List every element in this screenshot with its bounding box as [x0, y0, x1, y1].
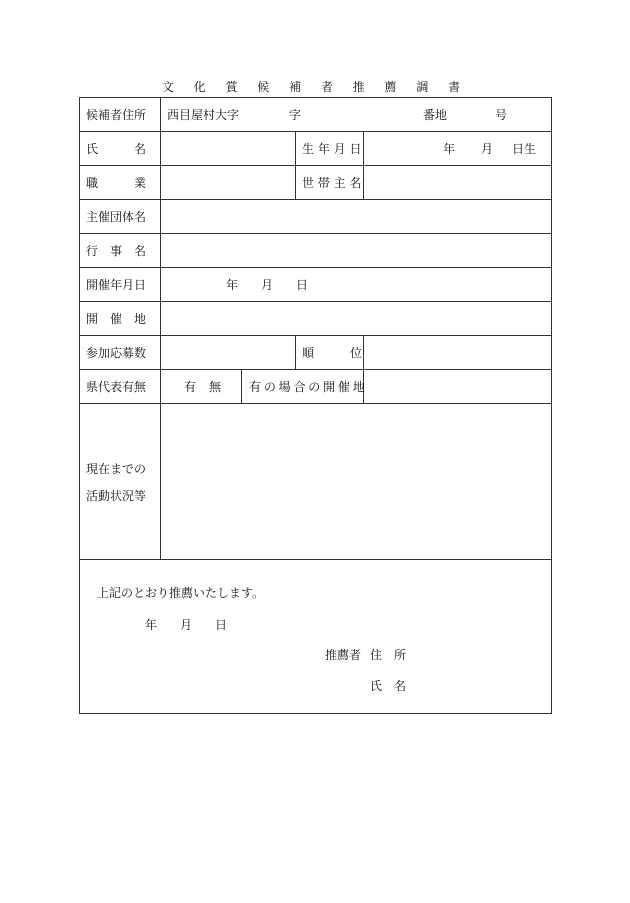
- footer-statement: 上記のとおり推薦いたします。: [97, 586, 265, 600]
- organizer-field[interactable]: [161, 200, 551, 233]
- footer-date-year[interactable]: 年: [145, 618, 158, 632]
- date-month: 月: [261, 278, 274, 292]
- date-field[interactable]: [161, 268, 551, 301]
- label-activities-line2: 活動状況等: [86, 488, 147, 503]
- date-year: 年: [226, 278, 239, 292]
- label-dob: 生 年 月 日: [296, 132, 364, 165]
- label-activities-line1: 現在までの: [86, 461, 147, 476]
- footer-recommender: 推薦者: [325, 648, 362, 662]
- dob-field[interactable]: [364, 132, 551, 165]
- row-job: [80, 166, 551, 200]
- label-prefecture: 県代表有無: [80, 370, 161, 403]
- row-venue: [80, 302, 551, 336]
- footer-address-label[interactable]: 住 所: [370, 648, 407, 662]
- label-name: 氏 名: [80, 132, 161, 165]
- label-job: 職 業: [80, 166, 161, 199]
- activities-field[interactable]: [161, 404, 551, 559]
- date-day: 日: [296, 278, 309, 292]
- householder-field[interactable]: [364, 166, 551, 199]
- row-activities: [80, 404, 551, 560]
- footer-date-month[interactable]: 月: [180, 618, 193, 632]
- row-date: [80, 268, 551, 302]
- dob-day: 日生: [512, 142, 537, 156]
- prefecture-no[interactable]: 無: [209, 380, 222, 394]
- label-date: 開催年月日: [80, 268, 161, 301]
- address-go: 号: [495, 108, 508, 122]
- row-name: [80, 132, 551, 166]
- label-activities: [80, 404, 161, 559]
- dob-month: 月: [481, 142, 494, 156]
- participants-field[interactable]: [161, 336, 296, 369]
- prefecture-choice[interactable]: [161, 370, 242, 403]
- job-field[interactable]: [161, 166, 296, 199]
- event-field[interactable]: [161, 234, 551, 267]
- footer-date-day[interactable]: 日: [215, 618, 228, 632]
- name-field[interactable]: [161, 132, 296, 165]
- rank-field[interactable]: [364, 336, 551, 369]
- label-householder: 世 帯 主 名: [296, 166, 364, 199]
- row-participants: [80, 336, 551, 370]
- address-banchi: 番地: [423, 108, 448, 122]
- label-organizer: 主催団体名: [80, 200, 161, 233]
- footer-area: [80, 560, 551, 713]
- label-venue: 開 催 地: [80, 302, 161, 335]
- address-village: 西目屋村大字: [167, 108, 240, 122]
- prefecture-venue-field[interactable]: [364, 370, 551, 403]
- row-organizer: [80, 200, 551, 234]
- label-address: 候補者住所: [80, 98, 161, 131]
- label-rank: 順 位: [296, 336, 364, 369]
- row-prefecture: [80, 370, 551, 404]
- venue-field[interactable]: [161, 302, 551, 335]
- address-aza: 字: [289, 108, 302, 122]
- dob-year: 年: [443, 142, 456, 156]
- label-participants: 参加応募数: [80, 336, 161, 369]
- row-event: [80, 234, 551, 268]
- address-field[interactable]: [161, 98, 551, 131]
- footer-name-label[interactable]: 氏 名: [370, 679, 407, 693]
- prefecture-yes[interactable]: 有: [184, 380, 197, 394]
- recommendation-form: [79, 97, 552, 714]
- label-prefecture-venue: 有 の 場 合 の 開 催 地: [242, 370, 364, 403]
- row-address: [80, 98, 551, 132]
- form-title: 文 化 賞 候 補 者 推 薦 調 書: [161, 80, 469, 94]
- label-event: 行 事 名: [80, 234, 161, 267]
